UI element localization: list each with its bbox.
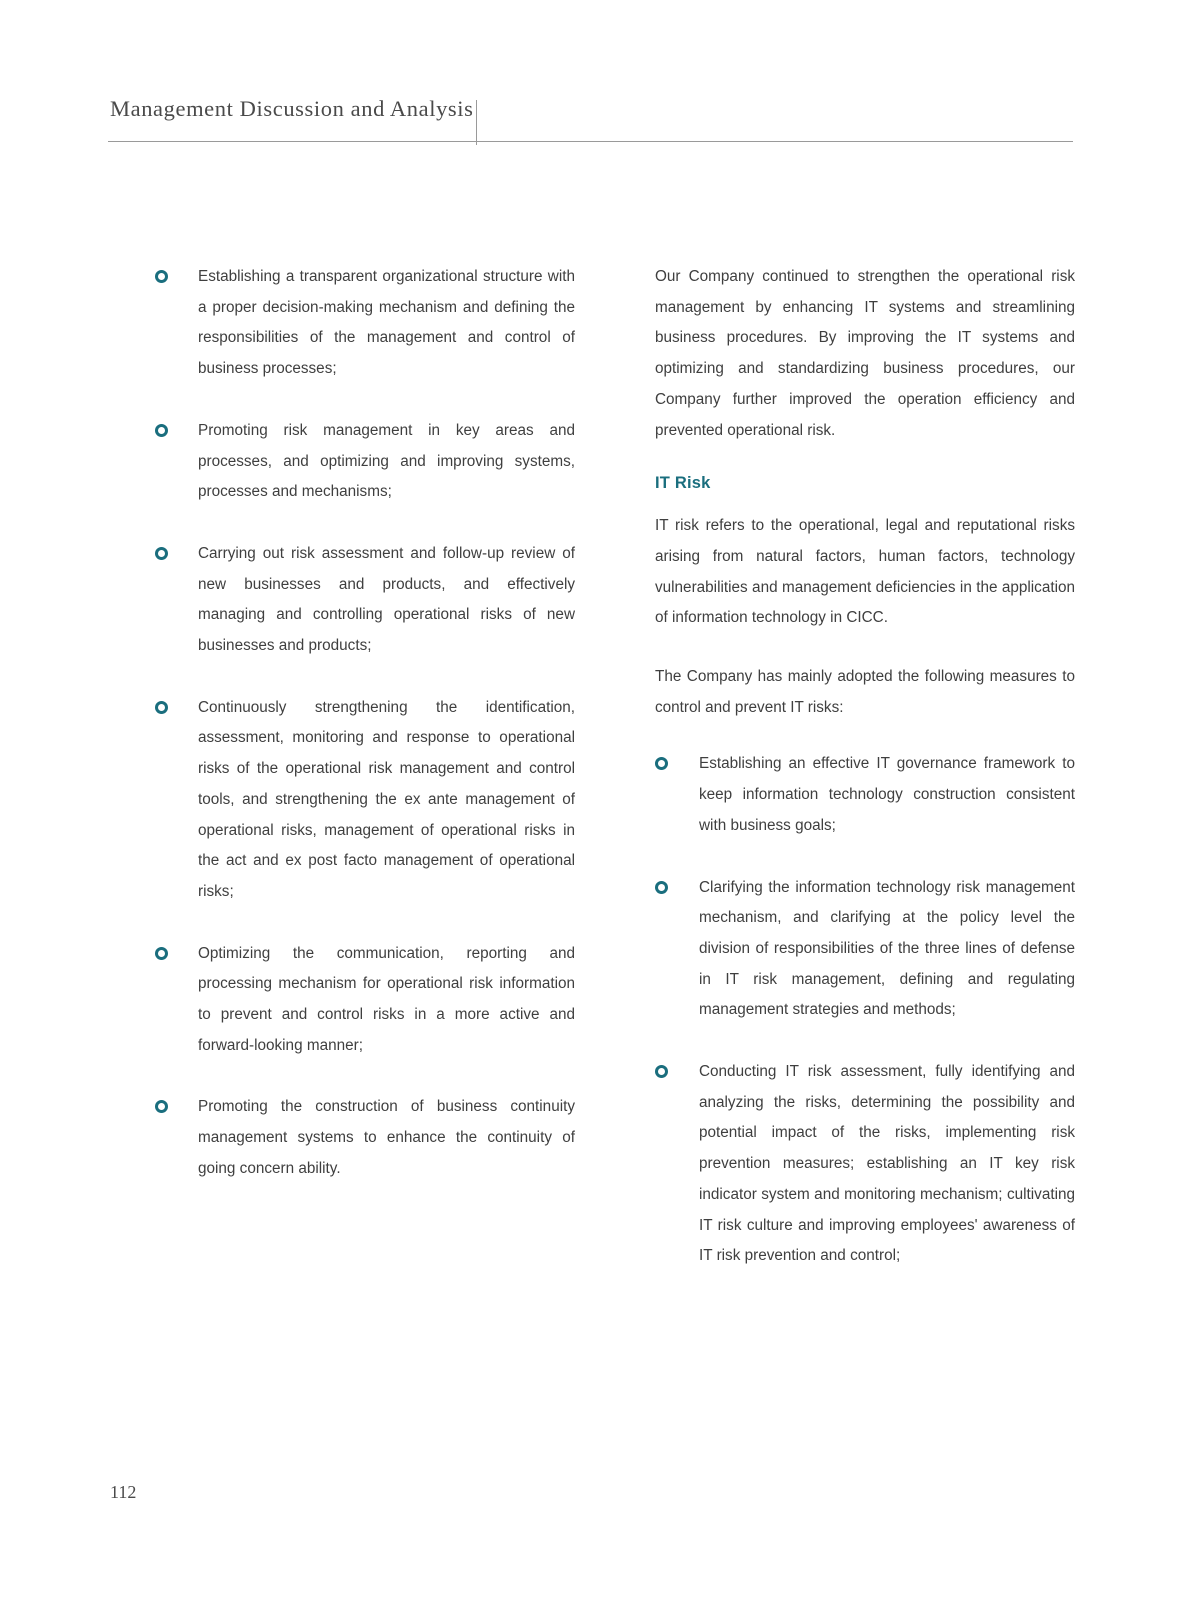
section-heading-it-risk: IT Risk xyxy=(655,474,711,493)
list-item-text: Promoting risk management in key areas and processes, and optimizing and improving systems, processes and mechanisms; xyxy=(198,421,575,501)
bullet-circle-icon xyxy=(155,547,168,560)
list-item-text: Carrying out risk assessment and follow-up review of new businesses and products, and effectively managing and controlling operational risks of new businesses and products; xyxy=(198,544,575,655)
page-title: Management Discussion and Analysis xyxy=(110,96,474,121)
bullet-circle-icon xyxy=(155,424,168,437)
list-item-text: Optimizing the communication, reporting and processing mechanism for operational risk information to prevent and control risks in a more active and forward-looking manner; xyxy=(198,944,575,1054)
page-number: 112 xyxy=(110,1482,137,1502)
left-column xyxy=(155,262,575,1216)
right-column xyxy=(655,262,1075,1303)
list-item-text: Conducting IT risk assessment, fully identifying and analyzing the risks, determining the possibility and potential impact of the risks, implementing risk prevention measures; establishing an IT key risk indicator system and monitoring mechanism; cultivating IT risk culture and improving employees' awareness of IT risk prevention and control; xyxy=(699,1063,1075,1265)
bullet-circle-icon xyxy=(655,881,668,894)
bullet-circle-icon xyxy=(155,1100,168,1113)
bullet-circle-icon xyxy=(155,947,168,960)
list-item-text: Promoting the construction of business continuity management systems to enhance the continuity of going concern ability. xyxy=(198,1098,575,1177)
list-item-text: Continuously strengthening the identification, assessment, monitoring and response to operational risks of the operational risk management and control tools, and strengthening the ex ante management of operational risks, management of operational risks in the act and ex post facto management of operational risks; xyxy=(198,698,575,900)
list-item-text: Establishing an effective IT governance framework to keep information technology construction consistent with business goals; xyxy=(699,755,1075,834)
list-item xyxy=(155,693,575,908)
bullet-circle-icon xyxy=(155,701,168,714)
header-rule xyxy=(108,141,1073,142)
list-item xyxy=(655,873,1075,1027)
list-item-text: Clarifying the information technology risk management mechanism, and clarifying at the policy level the division of responsibilities of the three lines of defense in IT risk management, defining and regulating management strategies and methods; xyxy=(699,878,1075,1019)
bullet-circle-icon xyxy=(655,1065,668,1078)
bullet-circle-icon xyxy=(655,757,668,770)
header-vertical-divider xyxy=(476,100,477,145)
paragraph: The Company has mainly adopted the following measures to control and prevent IT risks: xyxy=(655,668,1075,716)
list-item-text: Establishing a transparent organizational structure with a proper decision-making mechanism and defining the responsibilities of the management and control of business processes; xyxy=(198,268,575,378)
list-item xyxy=(155,416,575,508)
list-item xyxy=(155,262,575,385)
bullet-circle-icon xyxy=(155,270,168,283)
list-item xyxy=(655,749,1075,841)
page-header xyxy=(108,96,1073,144)
list-item xyxy=(155,539,575,662)
list-item xyxy=(155,939,575,1062)
intro-paragraph: Our Company continued to strengthen the operational risk management by enhancing IT systems and streamlining business procedures. By improving the IT systems and optimizing and standardizing business procedures, our Company further improved the operation efficiency and prevented operational risk. xyxy=(655,268,1075,439)
list-item xyxy=(655,1057,1075,1272)
list-item xyxy=(155,1092,575,1184)
paragraph: IT risk refers to the operational, legal and reputational risks arising from natural factors, human factors, technology vulnerabilities and management deficiencies in the application of information technology in CICC. xyxy=(655,517,1075,627)
